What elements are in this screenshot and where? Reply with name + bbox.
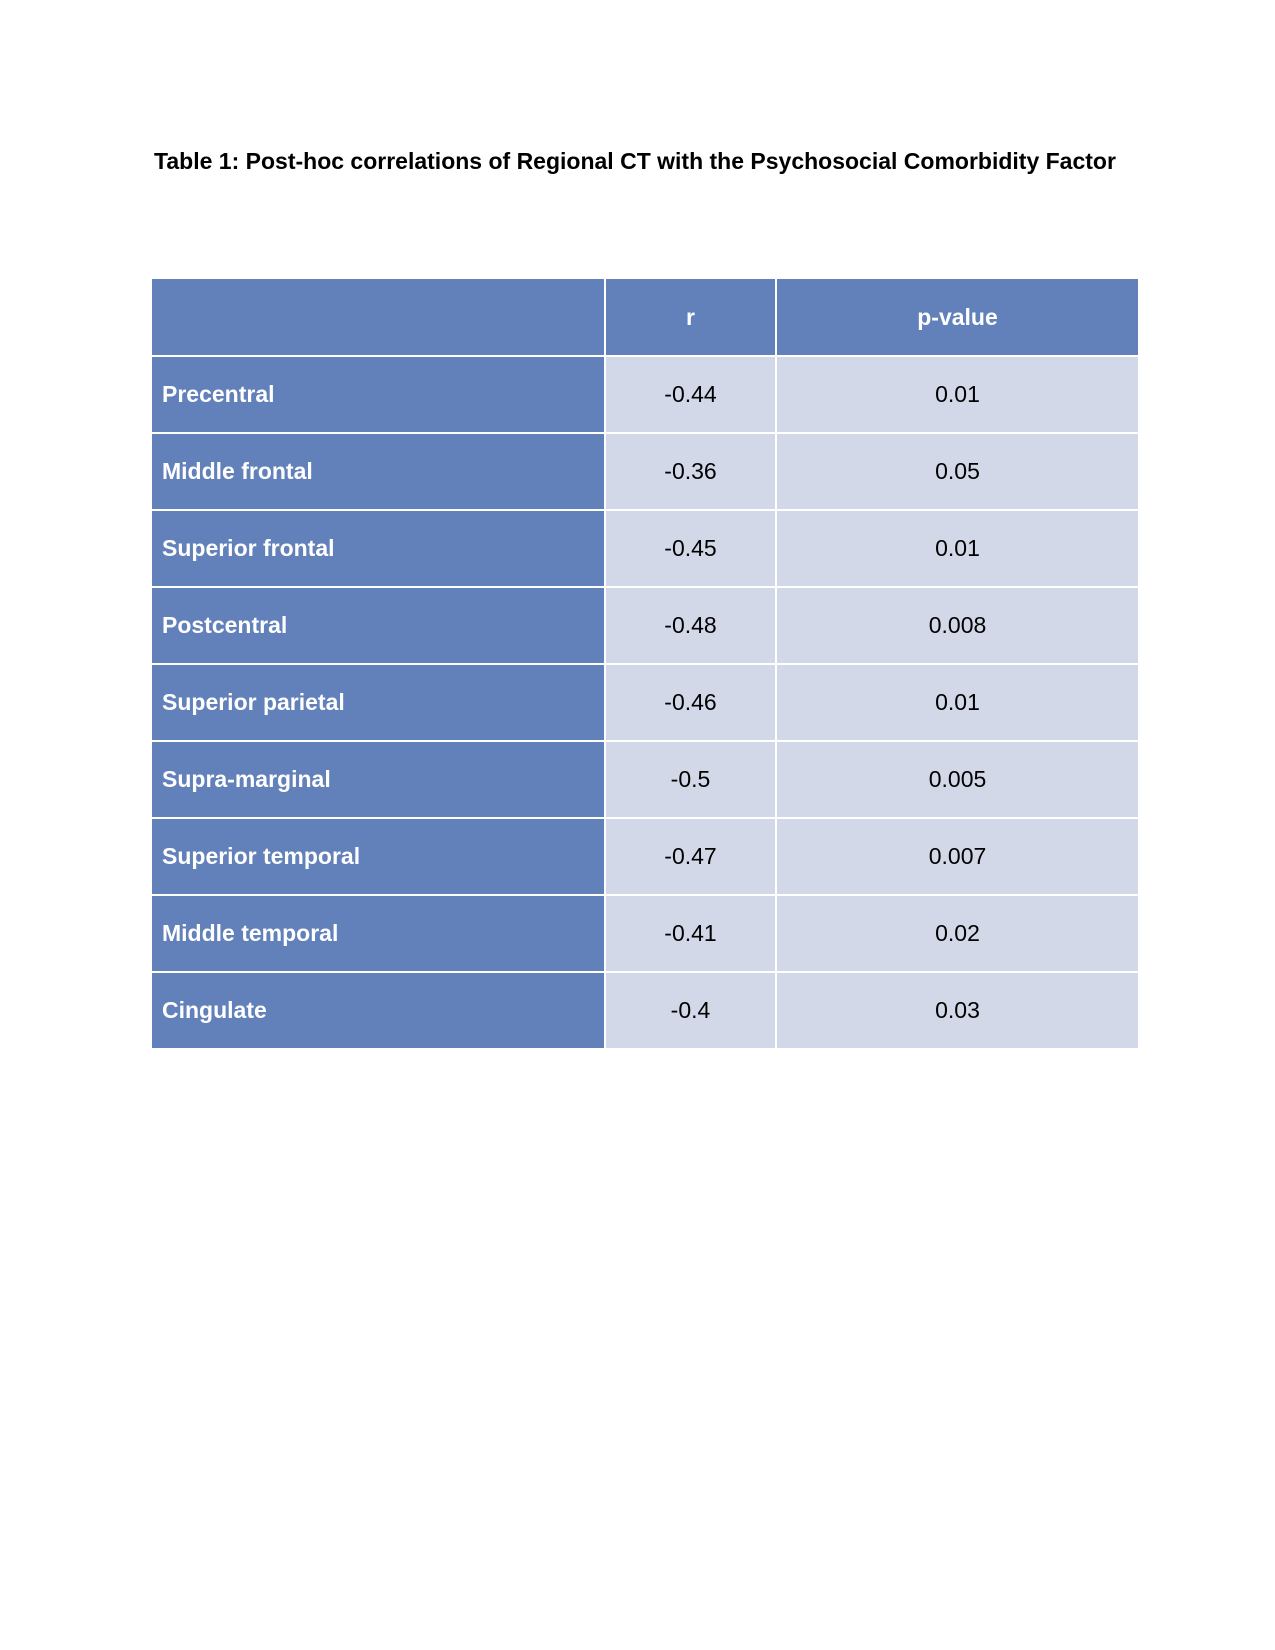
header-cell-p-value: p-value — [776, 278, 1139, 356]
r-cell: -0.4 — [605, 972, 776, 1049]
table-title: Table 1: Post-hoc correlations of Regional CT with the Psychosocial Comorbidity Factor — [154, 148, 1116, 174]
table-row — [151, 741, 1139, 818]
region-cell: Middle frontal — [151, 433, 605, 510]
p-value-cell: 0.008 — [776, 587, 1139, 664]
p-value-cell: 0.005 — [776, 741, 1139, 818]
table-row — [151, 433, 1139, 510]
table-row — [151, 972, 1139, 1049]
region-cell: Superior frontal — [151, 510, 605, 587]
header-cell-r: r — [605, 278, 776, 356]
header-cell-region — [151, 278, 605, 356]
r-cell: -0.46 — [605, 664, 776, 741]
table-row — [151, 510, 1139, 587]
r-cell: -0.47 — [605, 818, 776, 895]
r-cell: -0.45 — [605, 510, 776, 587]
p-value-cell: 0.05 — [776, 433, 1139, 510]
r-cell: -0.5 — [605, 741, 776, 818]
header-row — [151, 278, 1139, 356]
p-value-cell: 0.01 — [776, 356, 1139, 433]
region-cell: Precentral — [151, 356, 605, 433]
region-cell: Middle temporal — [151, 895, 605, 972]
region-cell: Supra-marginal — [151, 741, 605, 818]
region-cell: Superior parietal — [151, 664, 605, 741]
table-row — [151, 895, 1139, 972]
table-row — [151, 664, 1139, 741]
p-value-cell: 0.01 — [776, 510, 1139, 587]
table-row — [151, 356, 1139, 433]
region-cell: Postcentral — [151, 587, 605, 664]
p-value-cell: 0.03 — [776, 972, 1139, 1049]
table-row — [151, 818, 1139, 895]
p-value-cell: 0.007 — [776, 818, 1139, 895]
r-cell: -0.44 — [605, 356, 776, 433]
p-value-cell: 0.01 — [776, 664, 1139, 741]
r-cell: -0.41 — [605, 895, 776, 972]
table-row — [151, 587, 1139, 664]
p-value-cell: 0.02 — [776, 895, 1139, 972]
region-cell: Cingulate — [151, 972, 605, 1049]
r-cell: -0.36 — [605, 433, 776, 510]
region-cell: Superior temporal — [151, 818, 605, 895]
r-cell: -0.48 — [605, 587, 776, 664]
correlation-table — [150, 277, 1140, 1050]
